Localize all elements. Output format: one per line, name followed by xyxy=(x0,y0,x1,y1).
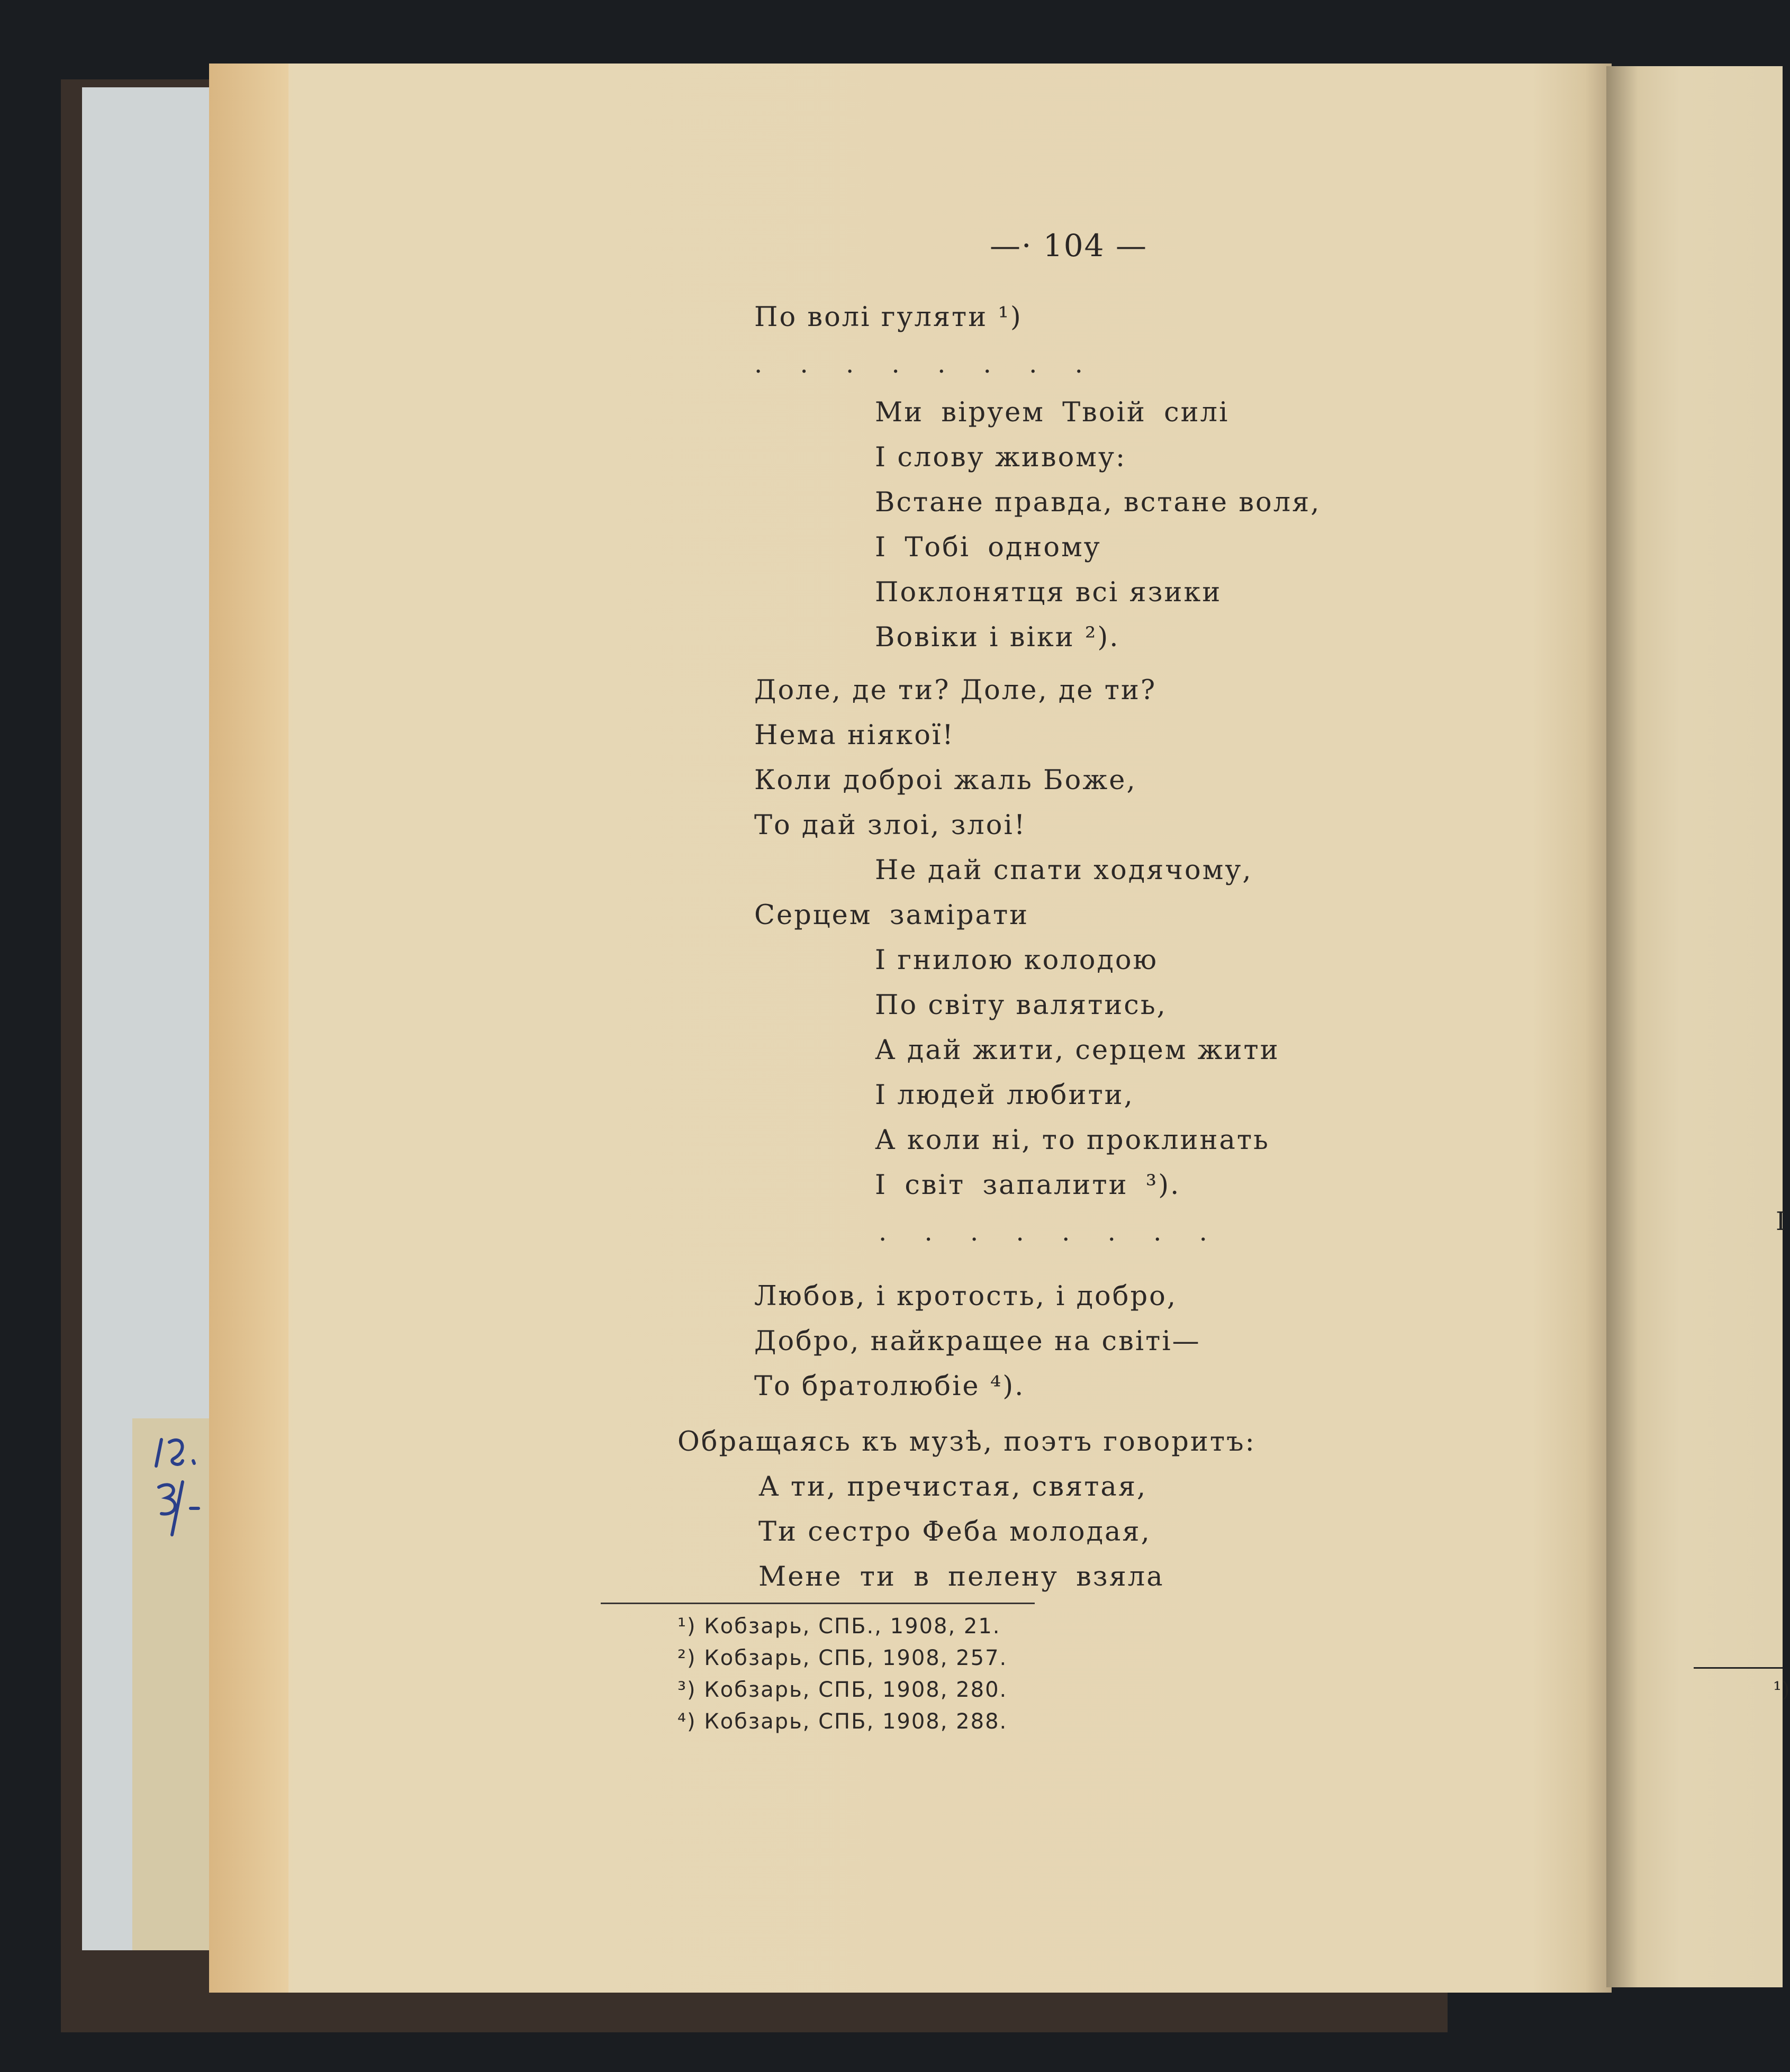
verse-line: І світ запалити ³). xyxy=(875,1170,1181,1201)
verse-line: Поклонятця всі язики xyxy=(875,577,1222,608)
verse-line: По волі гуляти ¹) xyxy=(754,302,1023,333)
verse-line: Нема ніякої! xyxy=(754,720,955,751)
ellipsis-line: . . . . . . . . xyxy=(879,1217,1222,1247)
verse-line: І гнилою колодою xyxy=(875,945,1158,976)
verse-line: Вовіки і віки ²). xyxy=(875,622,1120,653)
footnote-separator xyxy=(601,1603,1035,1604)
page-number: —· 104 — xyxy=(990,228,1148,264)
verse-line: А коли ні, то проклинать xyxy=(875,1125,1270,1156)
page-gutter-shade xyxy=(209,64,288,1993)
verse-line: І людей любити, xyxy=(875,1080,1134,1111)
footnote: ³) Кобзарь, СПБ, 1908, 280. xyxy=(677,1678,1008,1702)
footnote: ²) Кобзарь, СПБ, 1908, 257. xyxy=(677,1646,1008,1670)
verse-line: А ти, пречистая, святая, xyxy=(758,1471,1147,1503)
verse-line: І Тобі одному xyxy=(875,532,1101,563)
verse-line: Доле, де ти? Доле, де ти? xyxy=(754,675,1157,706)
verse-line: І слову живому: xyxy=(875,442,1127,473)
verse-line: Не дай спати ходячому, xyxy=(875,855,1253,886)
verse-line: То братолюбіе ⁴). xyxy=(754,1371,1025,1402)
verse-line: По світу валятись, xyxy=(875,990,1167,1021)
facing-page-mark: І xyxy=(1776,1207,1786,1236)
verse-line: Добро, найкращее на світі— xyxy=(754,1326,1201,1357)
facing-page xyxy=(1606,66,1783,1987)
verse-line: А дай жити, серцем жити xyxy=(875,1035,1280,1066)
facing-page-rule xyxy=(1694,1667,1783,1669)
verse-line: Ми віруем Твоій силі xyxy=(875,397,1230,428)
footnote: ¹) Кобзарь, СПБ., 1908, 21. xyxy=(677,1614,1001,1639)
verse-line: Коли доброі жаль Боже, xyxy=(754,765,1137,796)
verse-line: Встане правда, встане воля, xyxy=(875,487,1321,518)
verse-line: Любов, і кротость, і добро, xyxy=(754,1281,1178,1312)
prose-line: Обращаясь къ музѣ, поэтъ говоритъ: xyxy=(677,1426,1256,1458)
facing-page-mark: ¹) xyxy=(1773,1678,1790,1702)
footnote: ⁴) Кобзарь, СПБ, 1908, 288. xyxy=(677,1709,1008,1734)
verse-line: Серцем замірати xyxy=(754,900,1029,931)
ellipsis-line: . . . . . . . . xyxy=(754,349,1098,379)
verse-line: Ти сестро Феба молодая, xyxy=(758,1516,1151,1548)
verse-line: Мене ти в пелену взяла xyxy=(758,1561,1164,1593)
verse-line: То дай злоі, злоі! xyxy=(754,810,1027,841)
